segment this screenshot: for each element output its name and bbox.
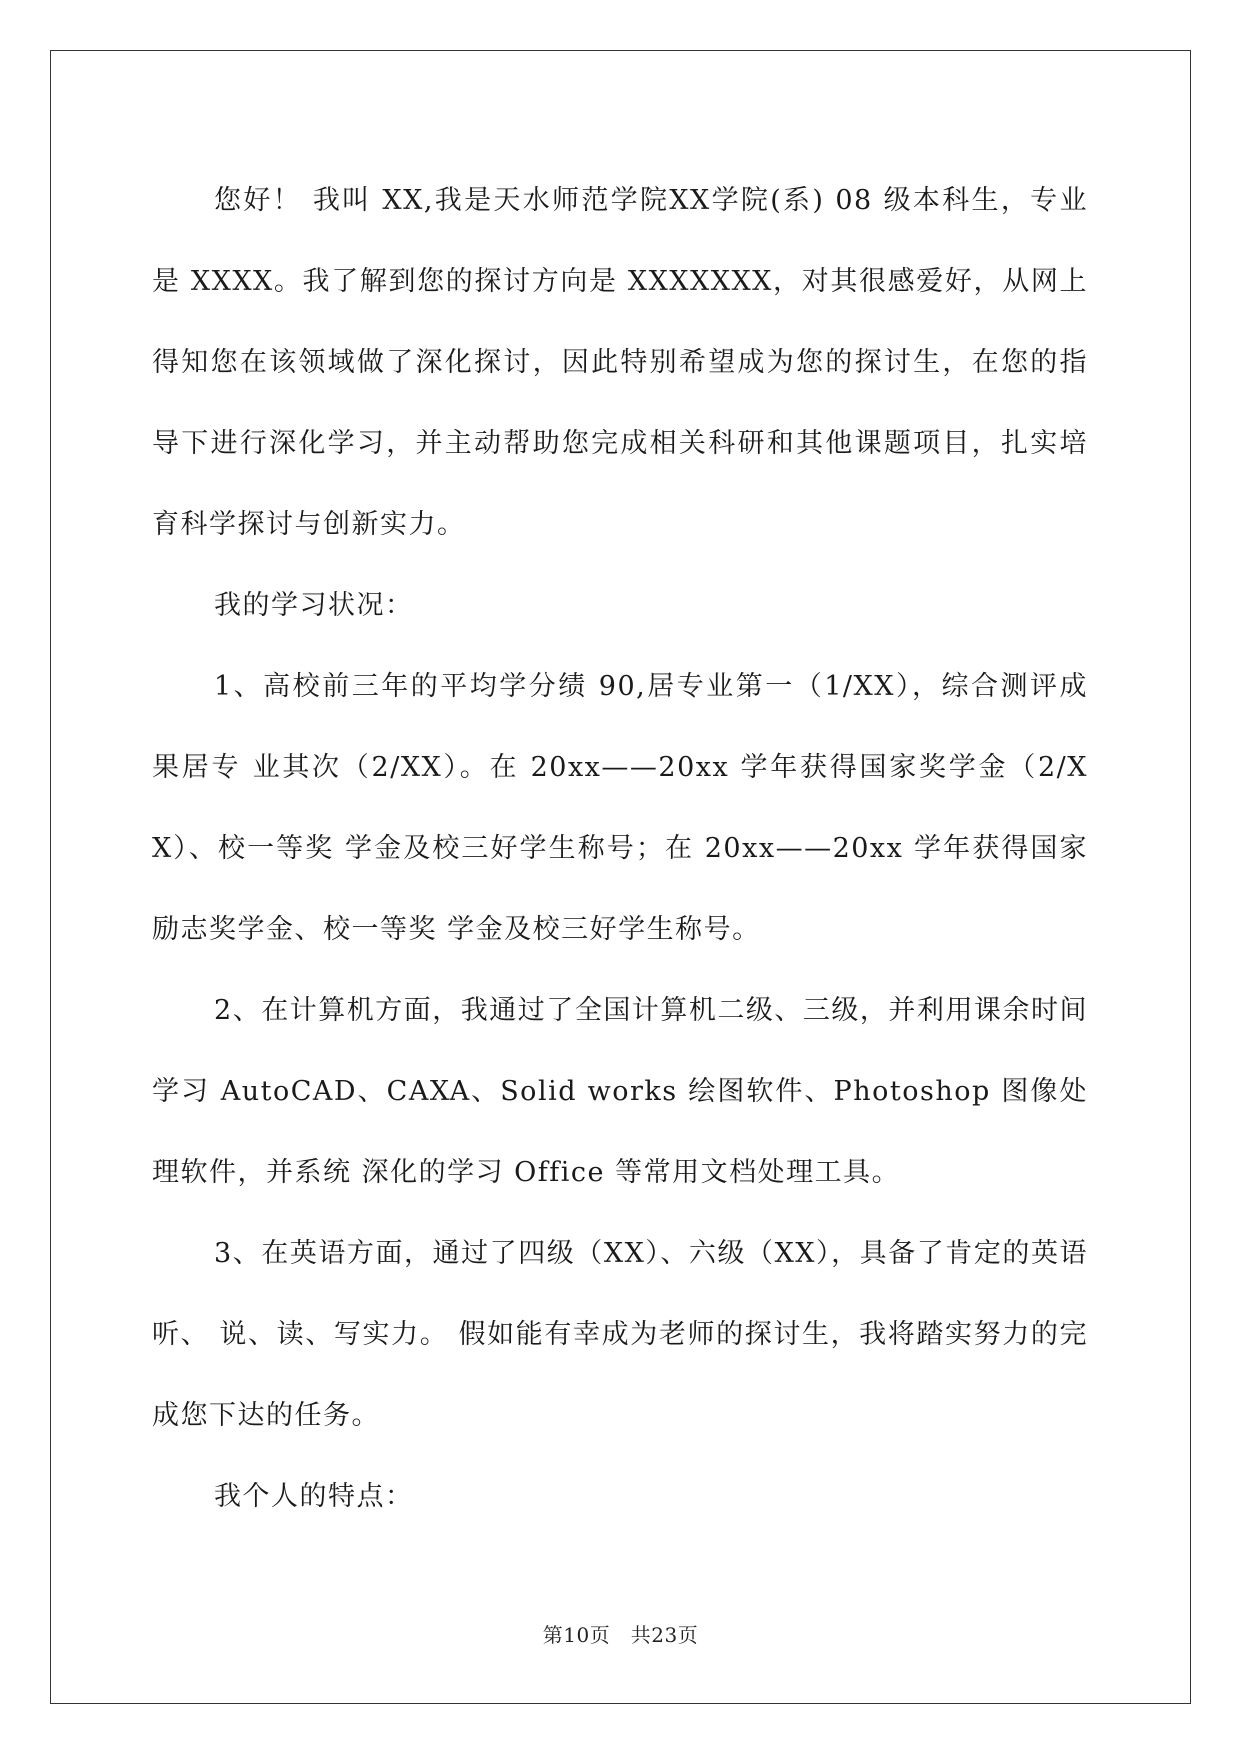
document-body	[152, 160, 1088, 1537]
page-number-footer: 第10页 共23页	[542, 1623, 699, 1647]
paragraph-item-1: 1、高校前三年的平均学分绩 90,居专业第一（1/XX），综合测评成果居专 业其次（2/XX）。在 20xx——20xx 学年获得国家奖学金（2/XX）、校一等奖 学金及校三好学生称号；在 20xx——20xx 学年获得国家励志奖学金、校一等奖 学金及校三好学生称号。	[152, 671, 1088, 945]
paragraph-item-3: 3、在英语方面，通过了四级（XX）、六级（XX），具备了肯定的英语听、 说、读、写实力。 假如能有幸成为老师的探讨生，我将踏实努力的完成您下达的任务。	[152, 1238, 1088, 1431]
paragraph-study-heading: 我的学习状况：	[214, 590, 414, 621]
paragraph-intro: 您好！ 我叫 XX,我是天水师范学院XX学院(系) 08 级本科生，专业是 XXXX。我了解到您的探讨方向是 XXXXXXX，对其很感爱好，从网上得知您在该领域做了深化探讨，因此特别希望成为您的探讨生，在您的指导下进行深化学习，并主动帮助您完成相关科研和其他课题项目，扎实培育科学探讨与创新实力。	[152, 185, 1088, 540]
paragraph-traits-heading: 我个人的特点：	[214, 1481, 414, 1512]
paragraph-item-2: 2、在计算机方面，我通过了全国计算机二级、三级，并利用课余时间学习 AutoCAD、CAXA、Solid works 绘图软件、Photoshop 图像处理软件，并系统 深化的学习 Office 等常用文档处理工具。	[152, 995, 1088, 1188]
